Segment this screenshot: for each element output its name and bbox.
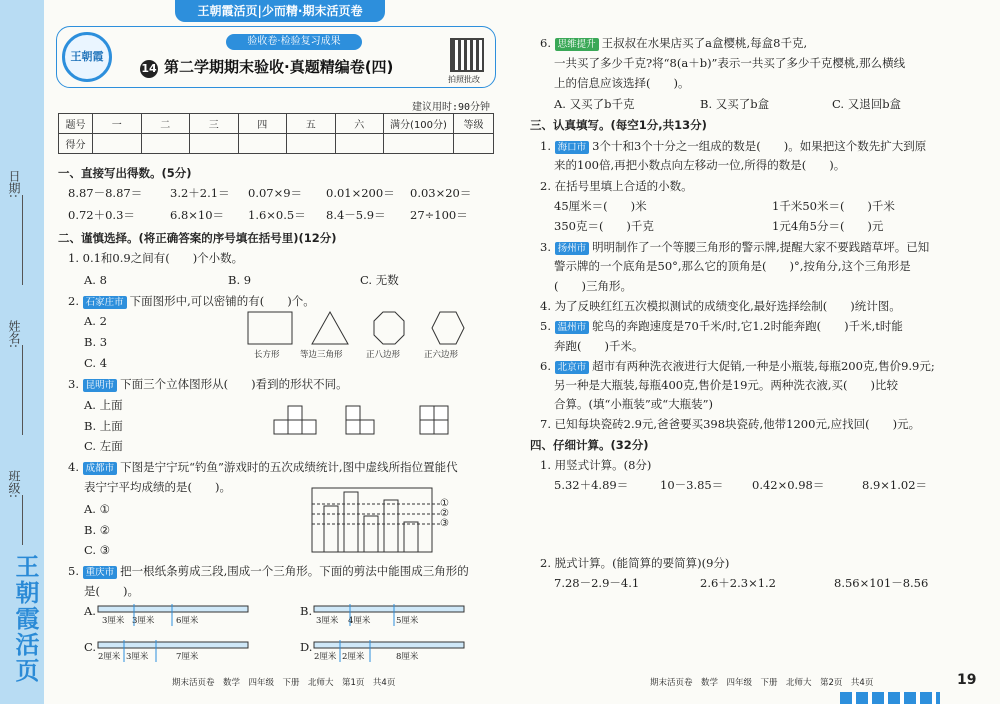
footer-right: 期末活页卷 数学 四年级 下册 北师大 第2页 共4页: [650, 678, 874, 688]
top-banner: 王朝霞活页|少而精·期末活页卷: [175, 0, 385, 22]
text-line: 7.28－2.9－4.1: [554, 576, 640, 590]
text-line: 0.01×200＝: [326, 186, 395, 200]
text-line: 3厘米: [132, 616, 155, 626]
text-line: ( )三角形。: [554, 279, 632, 293]
text-line: 8.56×101－8.56: [834, 576, 929, 590]
text-line: 8.4－5.9＝: [326, 208, 386, 222]
text-line: 2.6＋2.3×1.2: [700, 576, 777, 590]
qr-label: 拍照批改: [448, 75, 480, 84]
page-title: 14 第二学期期末验收·真题精编卷(四): [141, 58, 394, 76]
text-line: 5厘米: [396, 616, 419, 626]
text-line: [93, 134, 142, 154]
section-3-heading: 三、认真填写。(每空1分,共13分): [530, 118, 707, 132]
text-line: 0.03×20＝: [410, 186, 472, 200]
text-line: C. 又退回b盒: [832, 97, 902, 111]
text-line: 1. 0.1和0.9之间有( )个小数。: [68, 251, 244, 265]
text-line: C. ③: [84, 543, 111, 557]
text-line: 7厘米: [176, 652, 199, 662]
text-line: 六: [335, 114, 384, 134]
text-line: D.: [300, 640, 313, 654]
text-line: 6. 思维提升 王叔叔在水果店买了a盒樱桃,每盒8千克,: [540, 36, 808, 50]
text-line: 4. 为了反映红红五次模拟测试的成绩变化,最好选择绘制( )统计图。: [540, 299, 901, 313]
text-line: A. 8: [84, 273, 107, 287]
text-line: B.: [300, 604, 313, 618]
text-line: [335, 134, 384, 154]
text-line: 3厘米: [126, 652, 149, 662]
text-line: 1千米50米＝( )千米: [772, 199, 895, 213]
text-line: 是( )。: [84, 584, 139, 598]
text-line: 2. 在括号里填上合适的小数。: [540, 179, 693, 193]
class-label: 班级:: [7, 470, 21, 499]
logo: 王朝霞: [62, 32, 112, 82]
text-line: 得分: [59, 134, 93, 154]
text-line: 题号: [59, 114, 93, 134]
text-line: 五: [287, 114, 336, 134]
text-line: C.: [84, 640, 97, 654]
text-line: 8.9×1.02＝: [862, 478, 928, 492]
text-line: [287, 134, 336, 154]
text-line: 2厘米: [314, 652, 337, 662]
text-line: 1.6×0.5＝: [248, 208, 306, 222]
text-line: 奔跑( )千米。: [554, 339, 644, 353]
section-1-heading: 一、直接写出得数。(5分): [58, 166, 192, 180]
text-line: 二: [141, 114, 190, 134]
text-line: C. 4: [84, 356, 108, 370]
text-line: 3厘米: [316, 616, 339, 626]
text-line: 5. 温州市 鸵鸟的奔跑速度是70千米/时,它1.2时能奔跑( )千米,t时能: [540, 319, 903, 333]
table-row: [59, 134, 494, 154]
suggested-time: 建议用时:90分钟: [412, 102, 491, 113]
text-line: 6. 北京市 超市有两种洗衣液进行大促销,一种是小瓶装,每瓶200克,售价9.9元;: [540, 359, 935, 373]
text-line: 6.8×10＝: [170, 208, 225, 222]
text-line: 3. 扬州市 明明制作了一个等腰三角形的警示牌,提醒大家不要践踏草坪。已知: [540, 240, 930, 254]
text-line: 8.87－8.87＝: [68, 186, 143, 200]
text-line: B. 上面: [84, 419, 123, 433]
text-line: ②: [440, 508, 449, 519]
text-line: A. ①: [84, 502, 110, 516]
text-line: 合算。(填“小瓶装”或“大瓶装”): [554, 397, 713, 411]
text-line: 6厘米: [176, 616, 199, 626]
text-line: 上的信息应该选择( )。: [554, 76, 690, 90]
text-line: 警示牌的一个底角是50°,那么它的顶角是( )°,按角分,这个三角形是: [554, 259, 911, 273]
text-line: C. 无数: [360, 273, 399, 287]
text-line: 另一种是大瓶装,每瓶400克,售价是19元。两种洗衣液,买( )比较: [554, 378, 899, 392]
table-row: [59, 114, 494, 134]
text-line: B. ②: [84, 523, 111, 537]
page-number: 19: [957, 672, 977, 688]
section-4-heading: 四、仔细计算。(32分): [530, 438, 649, 452]
text-line: 一共买了多少千克?将“8(a＋b)”表示一共买了多少千克樱桃,那么横线: [554, 56, 906, 70]
qr-code-icon[interactable]: [450, 38, 484, 72]
text-line: [141, 134, 190, 154]
text-line: 长方形: [254, 350, 280, 360]
text-line: 4. 成都市 下图是宁宁玩“钓鱼”游戏时的五次成绩统计,图中虚线所指位置能代: [68, 460, 458, 474]
text-line: B. 又买了b盒: [700, 97, 770, 111]
text-line: 5. 重庆市 把一根纸条剪成三段,围成一个三角形。下面的剪法中能围成三角形的: [68, 564, 469, 578]
text-line: 2. 脱式计算。(能简算的要简算)(9分): [540, 556, 730, 570]
text-line: 1元4角5分＝( )元: [772, 219, 884, 233]
text-line: 2. 石家庄市 下面图形中,可以密铺的有( )个。: [68, 294, 315, 308]
text-line: 等级: [454, 114, 494, 134]
text-line: [238, 134, 287, 154]
text-line: 1. 海口市 3个十和3个十分之一组成的数是( )。如果把这个数先扩大到原: [540, 139, 927, 153]
footer-left: 期末活页卷 数学 四年级 下册 北师大 第1页 共4页: [172, 678, 396, 688]
text-line: 0.07×9＝: [248, 186, 303, 200]
text-line: 10－3.85＝: [660, 478, 724, 492]
text-line: 45厘米＝( )米: [554, 199, 647, 213]
name-label: 姓名:: [7, 320, 21, 349]
text-line: [384, 134, 454, 154]
text-line: 7. 已知每块瓷砖2.9元,爸爸要买398块瓷砖,他带1200元,应找回( )元。: [540, 417, 921, 431]
text-line: [190, 134, 239, 154]
text-line: 来的100倍,再把小数点向左移动一位,所得的数是( )。: [554, 158, 846, 172]
text-line: 2厘米: [342, 652, 365, 662]
brand-logo-text: 王朝霞活页: [11, 554, 39, 684]
text-line: 3厘米: [102, 616, 125, 626]
text-line: 350克＝( )千克: [554, 219, 654, 233]
text-line: 正六边形: [424, 350, 459, 360]
date-label: 日期:: [7, 170, 21, 199]
text-line: 表宁宁平均成绩的是( )。: [84, 480, 231, 494]
text-line: B. 9: [228, 273, 252, 287]
tessellation-shapes: [240, 308, 480, 348]
section-2-heading: 二、谨慎选择。(将正确答案的序号填在括号里)(12分): [58, 231, 337, 245]
text-line: A. 2: [84, 314, 107, 328]
text-line: A. 又买了b千克: [554, 97, 635, 111]
text-line: 8厘米: [396, 652, 419, 662]
text-line: [454, 134, 494, 154]
text-line: 一: [93, 114, 142, 134]
text-line: 1. 用竖式计算。(8分): [540, 458, 652, 472]
text-line: 5.32＋4.89＝: [554, 478, 629, 492]
text-line: 27÷100＝: [410, 208, 468, 222]
cube-figures: [270, 402, 470, 442]
text-line: B. 3: [84, 335, 108, 349]
text-line: 正八边形: [366, 350, 401, 360]
text-line: 0.72＋0.3＝: [68, 208, 135, 222]
text-line: A. 上面: [84, 398, 123, 412]
text-line: 2厘米: [98, 652, 121, 662]
bar-chart-figure: [310, 486, 490, 556]
text-line: 3.2＋2.1＝: [170, 186, 230, 200]
text-line: ①: [440, 498, 449, 509]
text-line: 4厘米: [348, 616, 371, 626]
text-line: 满分(100分): [384, 114, 454, 134]
text-line: A.: [84, 604, 96, 618]
text-line: 3. 昆明市 下面三个立体图形从( )看到的形状不同。: [68, 377, 348, 391]
text-line: ③: [440, 518, 449, 529]
text-line: 三: [190, 114, 239, 134]
binding-strip: [0, 0, 44, 704]
text-line: 0.42×0.98＝: [752, 478, 825, 492]
text-line: C. 左面: [84, 439, 123, 453]
score-table: [58, 113, 494, 154]
text-line: 四: [238, 114, 287, 134]
text-line: 等边三角形: [300, 350, 343, 360]
sub-banner: 验收卷·检验复习成果: [226, 34, 362, 50]
